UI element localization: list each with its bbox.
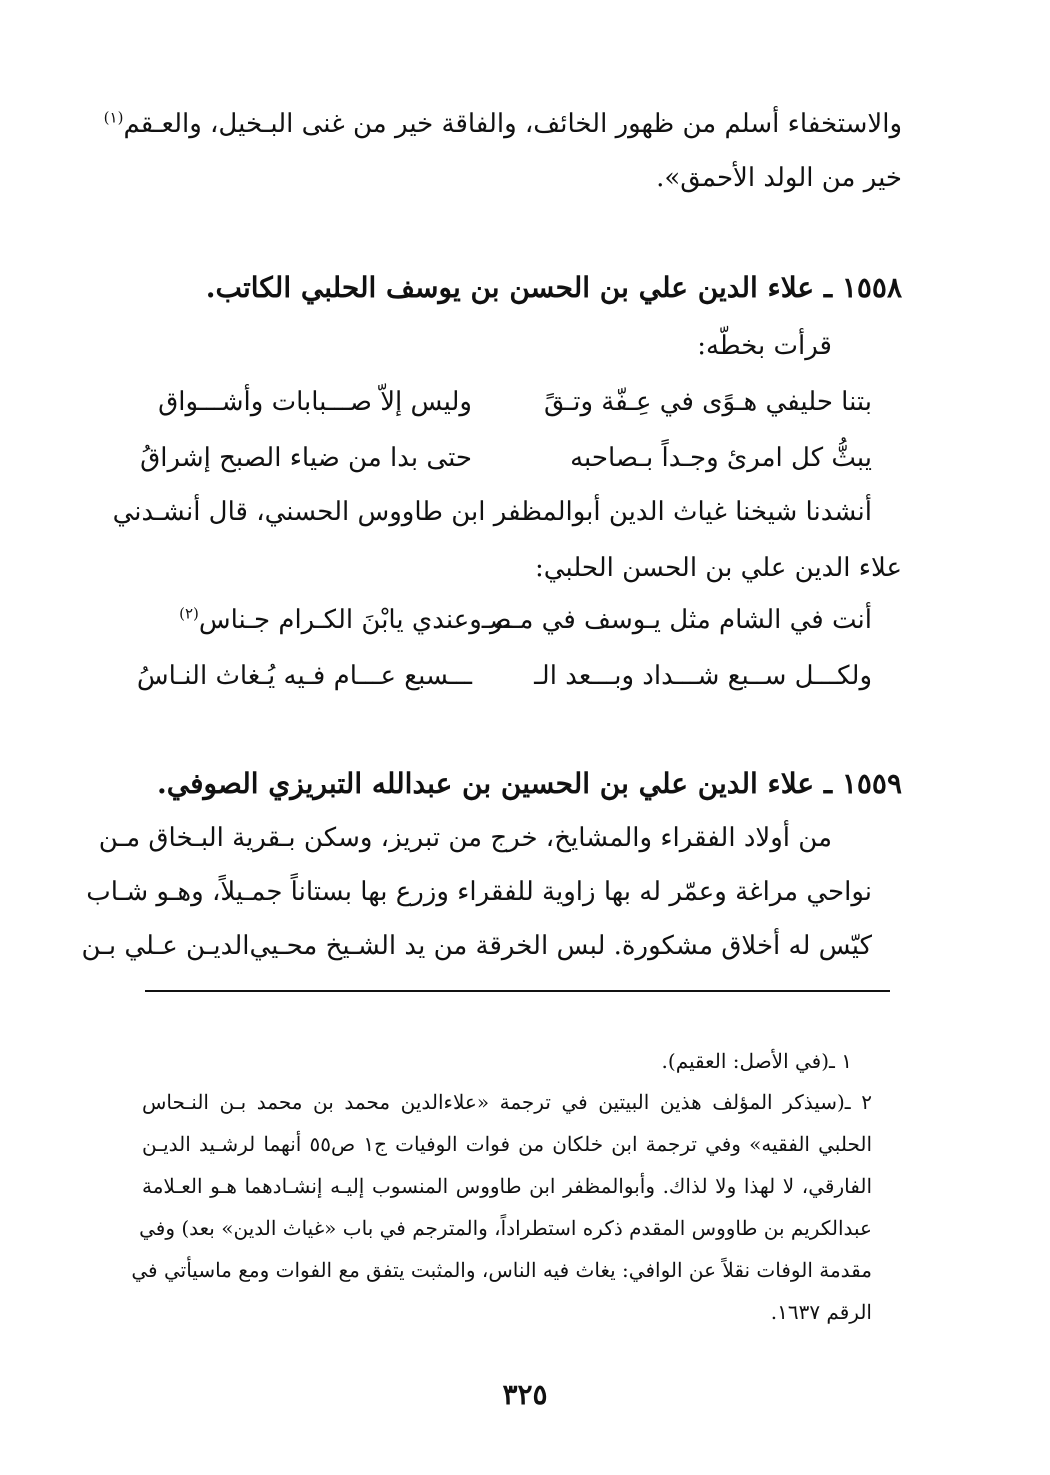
verse-3-second-text: ـر وعندي يابْنَ الكـرام جـناس — [198, 605, 512, 635]
entry-1559-line-3: كيّس له أخلاق مشكورة. لبس الخرقة من يد الشـيخ محـيي‌الديـن عـلي بـن — [81, 931, 872, 961]
verse-4-second-hemistich: ـــسبع عـــام فـيه يُـغاث النـاسُ — [136, 661, 472, 691]
continuation-text: والاستخفاء أسلم من ظهور الخائف، والفاقة خير من غنى البـخيل، والعـقم — [123, 109, 902, 139]
verse-1-first-hemistich: بتنا حليفي هـوًى في عِـفّة وتـقً — [543, 387, 872, 417]
footnote-1: ١ ـ(في الأصل: العقيم). — [661, 1049, 852, 1073]
footnote-ref-2: (٢) — [179, 604, 199, 623]
footnote-ref-1: (١) — [103, 108, 124, 127]
entry-1558-paragraph-2: علاء الدين علي بن الحسن الحلبي: — [535, 553, 902, 583]
entry-1559-line-1: من أولاد الفقراء والمشايخ، خرج من تبريز، وسكن بـقرية البـخاق مـن — [98, 823, 832, 853]
footnote-2-line-6: الرقم ١٦٣٧. — [770, 1300, 872, 1324]
page-number: ٣٢٥ — [502, 1378, 548, 1411]
verse-3-second-hemistich — [132, 600, 512, 640]
verse-2-second-hemistich: حتى بدا من ضياء الصبح إشراقُ — [140, 443, 472, 473]
footnote-2-line-4: عبدالكريم بن طاووس المقدم ذكره استطراداً، والمترجم في باب «غياث الدين» بعد) وفي — [139, 1216, 872, 1240]
entry-1558-intro: قرأت بخطّه: — [697, 331, 832, 361]
entry-1559-line-2: نواحي مراغة وعمّر له بها زاوية للفقراء وزرع بها بستاناً جمـيلاً، وهـو شـاب — [86, 877, 872, 907]
continuation-line-1 — [103, 104, 902, 144]
entry-1559-heading: ١٥٥٩ ـ علاء الدين علي بن الحسين بن عبدالله التبريزي الصوفي. — [157, 767, 902, 800]
entry-1558-heading: ١٥٥٨ ـ علاء الدين علي بن الحسن بن يوسف الحلبي الكاتب. — [205, 271, 902, 304]
verse-1-second-hemistich: وليس إلاّ صـــبابات وأشـــواق — [158, 387, 472, 417]
footnote-2-line-3: الفارقي، لا لهذا ولا لذاك. وأبوالمظفر ابن طاووس المنسوب إليـه إنشـادهما هـو العـلامة — [142, 1174, 872, 1198]
verse-3-first-hemistich: أنت في الشام مثل يـوسف في مـصـ — [481, 605, 872, 635]
entry-1558-paragraph-1: أنشدنا شيخنا غياث الدين أبوالمظفر ابن طاووس الحسني، قال أنشـدني — [112, 497, 872, 527]
verse-2-first-hemistich: يبثُّ كل امرئ وجـداً بـصاحبه — [570, 443, 872, 473]
continuation-line-2: خير من الولد الأحمق». — [656, 163, 902, 193]
footnote-2-line-1: ٢ ـ(سيذكر المؤلف هذين البيتين في ترجمة «علاءالدين محمد بن محمد بـن النـحاس — [142, 1090, 872, 1114]
footnote-2-line-5: مقدمة الوفات نقلاً عن الوافي: يغاث فيه الناس، والمثبت يتفق مع الفوات ومع ماسيأتي في — [131, 1258, 872, 1282]
verse-4-first-hemistich: ولكـــل ســبع شـــداد وبـــعد الـ — [534, 661, 872, 691]
footnote-2-line-2: الحلبي الفقيه» وفي ترجمة ابن خلكان من فوات الوفيات ج١ ص٥٥ أنهما لرشـيد الديـن — [142, 1132, 872, 1156]
footnote-divider — [145, 990, 890, 992]
